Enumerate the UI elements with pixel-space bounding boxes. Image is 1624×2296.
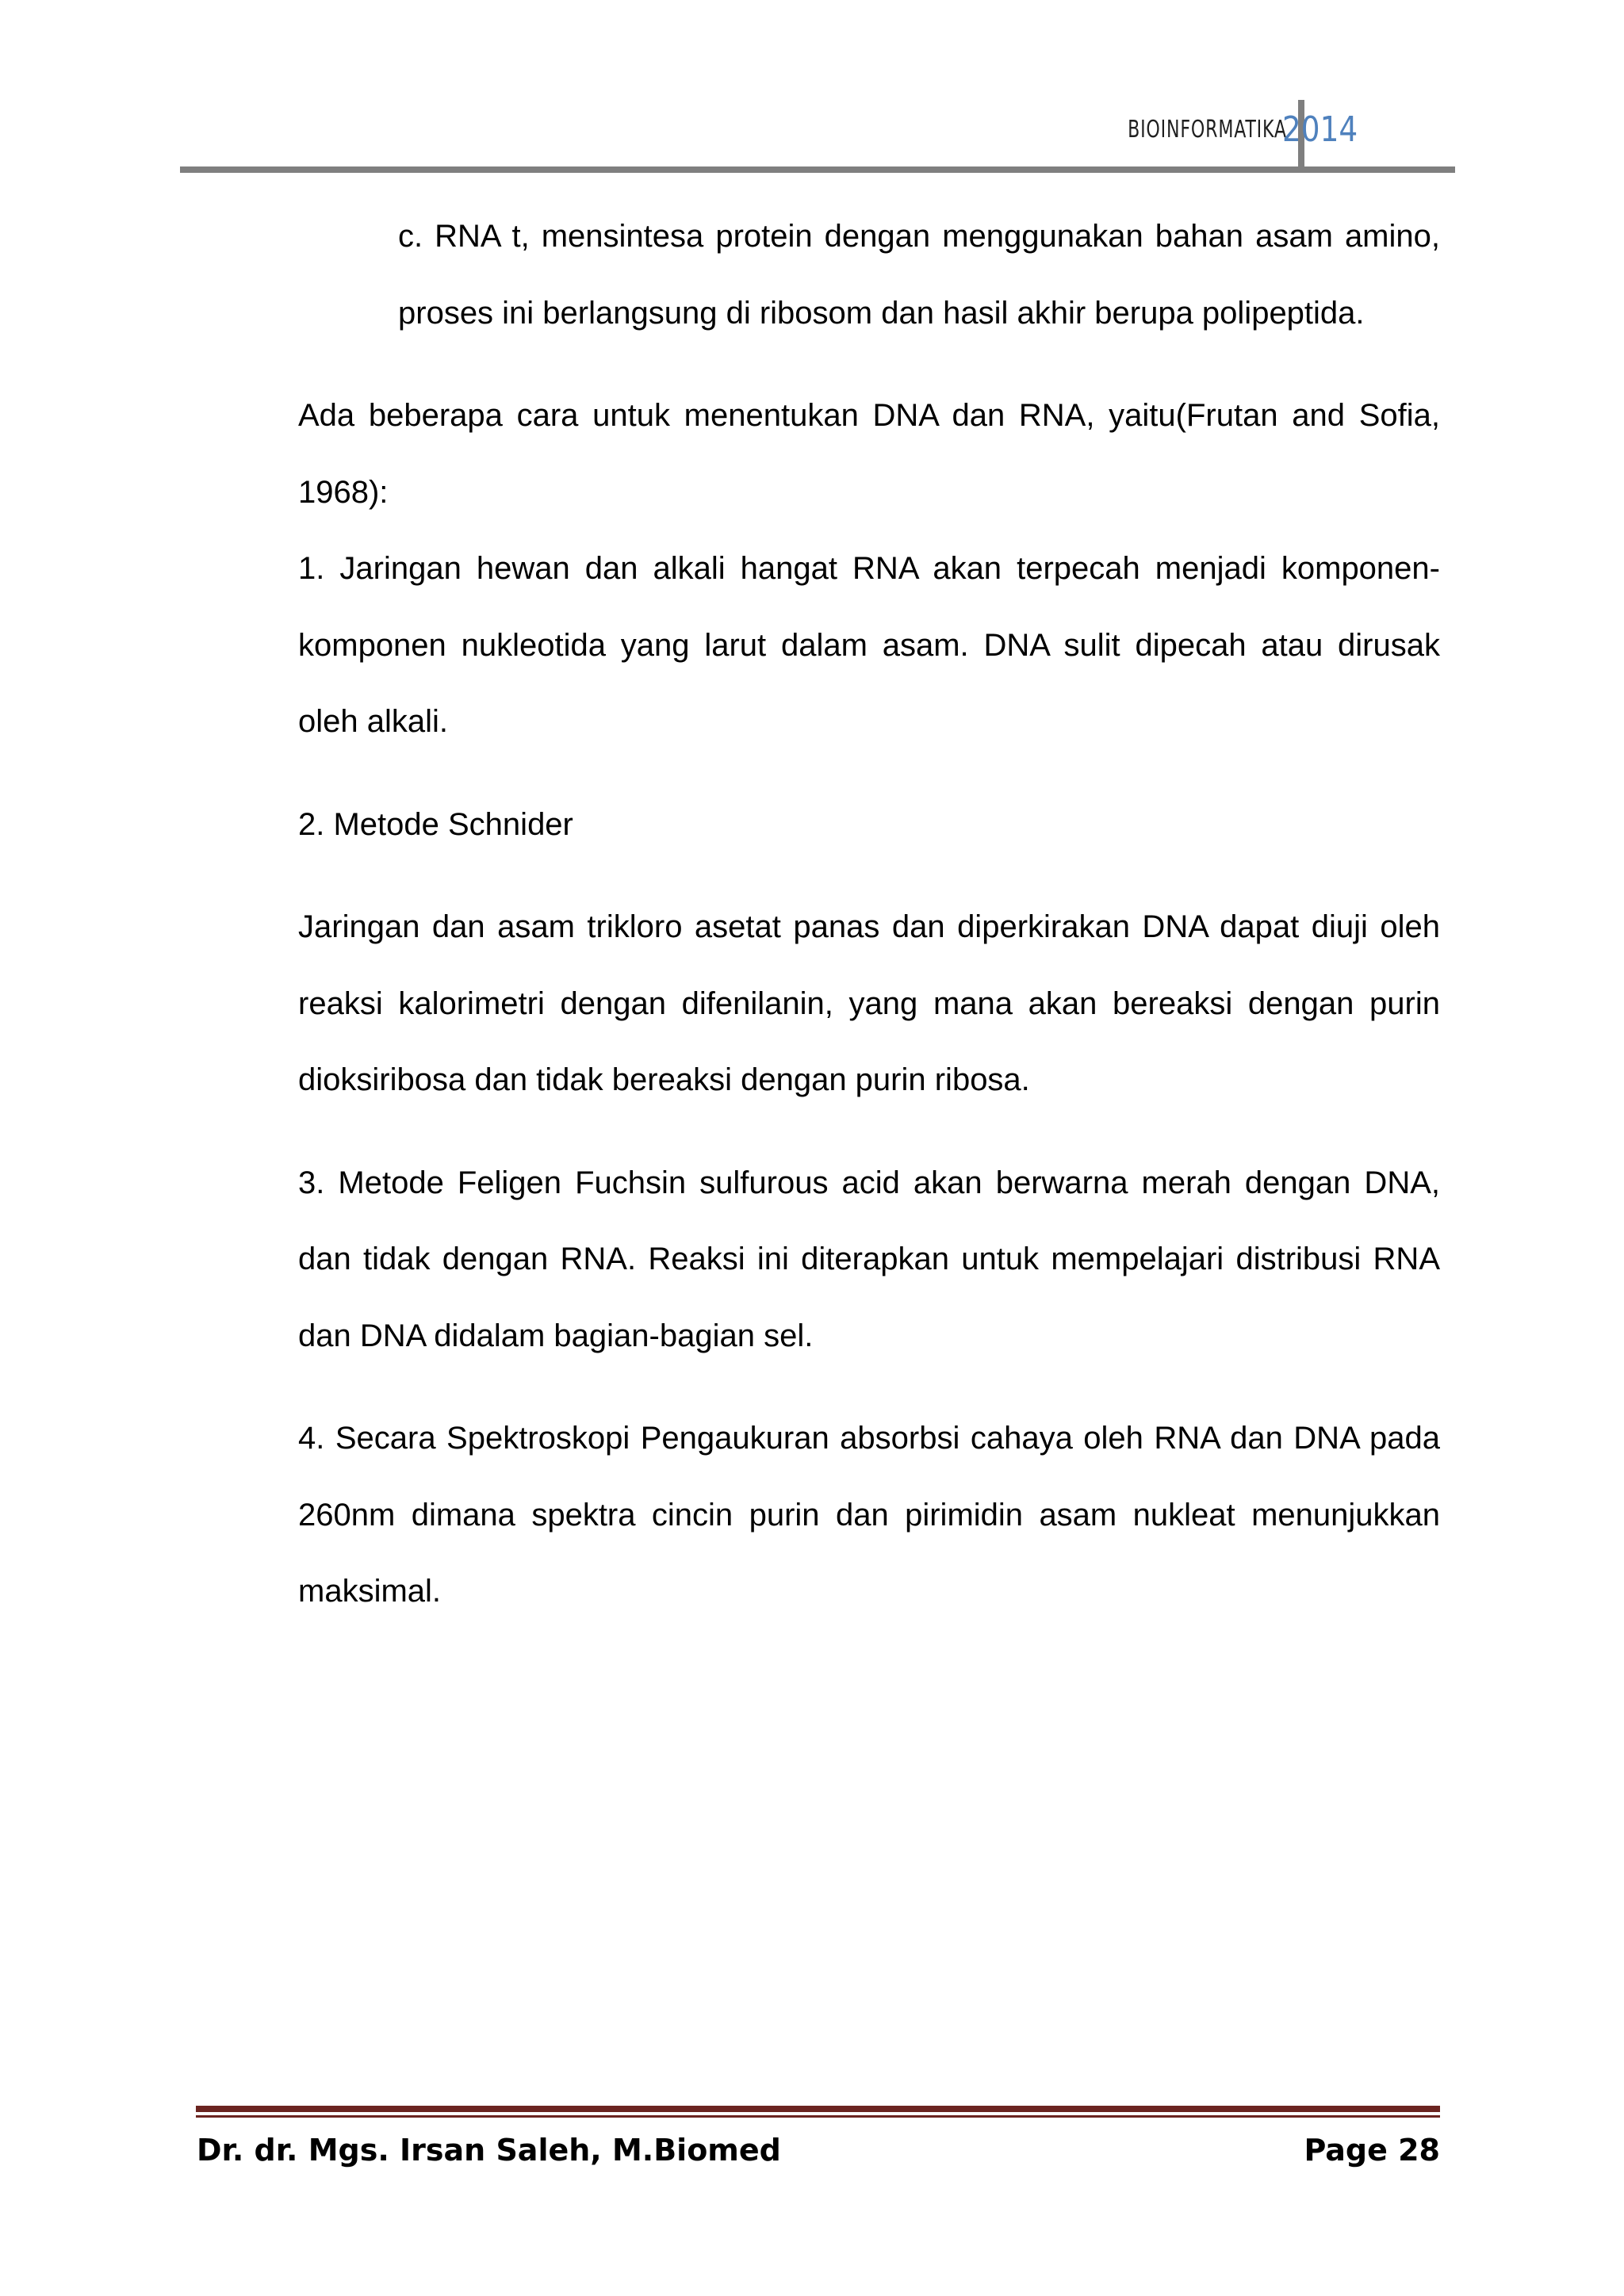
paragraph-method-1: 1. Jaringan hewan dan alkali hangat RNA akan terpecah menjadi komponen-komponen nukleotida yang larut dalam asam. DNA sulit dipecah atau dirusak oleh alkali. (298, 551, 1440, 739)
paragraph-method-4: 4. Secara Spektroskopi Pengaukuran absorbsi cahaya oleh RNA dan DNA pada 260nm dimana spektra cincin purin dan pirimidin asam nukleat menunjukkan maksimal. (298, 1421, 1440, 1609)
paragraph-rna-t: c. RNA t, mensintesa protein dengan menggunakan bahan asam amino, proses ini berlangsung di ribosom dan hasil akhir berupa polipeptida. (398, 219, 1440, 331)
paragraph-intro-methods: Ada beberapa cara untuk menentukan DNA dan RNA, yaitu(Frutan and Sofia, 1968): (298, 398, 1440, 510)
footer-page-number: Page 28 (1304, 2133, 1440, 2168)
paragraph-method-2-heading: 2. Metode Schnider (298, 806, 573, 842)
page-header (180, 94, 1455, 173)
header-title: BIOINFORMATIKA (1128, 116, 1287, 144)
header-year: 2014 (1282, 109, 1358, 150)
page-body (298, 198, 1440, 1630)
footer-rule-thin (196, 2115, 1440, 2118)
footer-rule-thick (196, 2106, 1440, 2112)
footer-author: Dr. dr. Mgs. Irsan Saleh, M.Biomed (197, 2133, 781, 2168)
paragraph-method-2-body: Jaringan dan asam trikloro asetat panas dan diperkirakan DNA dapat diuji oleh reaksi kalorimetri dengan difenilanin, yang mana akan bereaksi dengan purin dioksiribosa dan tidak bereaksi dengan purin ribosa. (298, 909, 1440, 1097)
paragraph-method-3: 3. Metode Feligen Fuchsin sulfurous acid akan berwarna merah dengan DNA, dan tidak dengan RNA. Reaksi ini diterapkan untuk mempelajari distribusi RNA dan DNA didalam bagian-bagian sel. (298, 1165, 1440, 1353)
header-rule (180, 166, 1455, 173)
